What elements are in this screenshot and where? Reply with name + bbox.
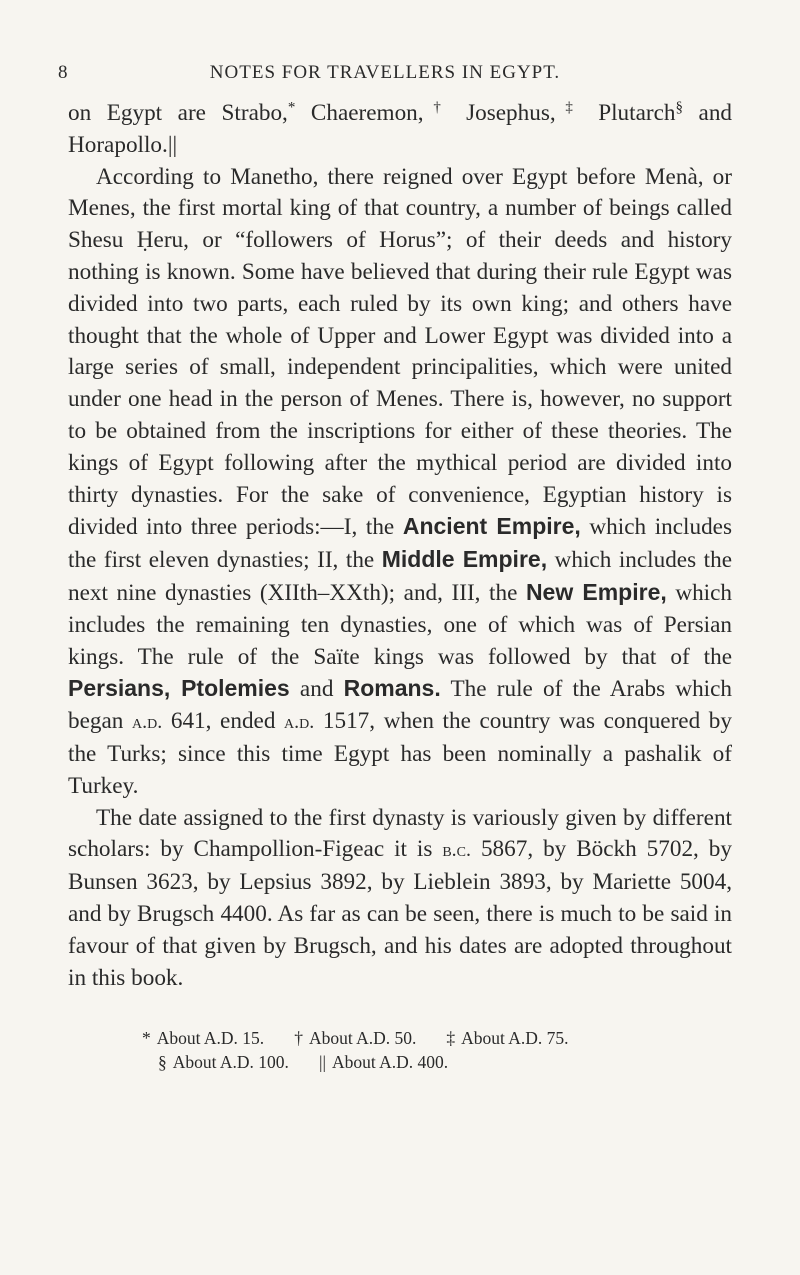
footnote	[319, 1050, 448, 1074]
emphasis-romans: Romans.	[343, 675, 441, 702]
footnote	[446, 1026, 568, 1050]
footnote-mark: ||	[318, 1052, 326, 1073]
footnote-text: About A.D. 15.	[156, 1028, 265, 1049]
emphasis-new-empire: New Empire,	[525, 578, 667, 605]
footnote	[158, 1050, 289, 1074]
footnote-ref: *	[287, 99, 296, 116]
footnote-mark: *	[142, 1028, 151, 1049]
text-run: Chaeremon,	[295, 100, 424, 126]
footnotes	[68, 1026, 732, 1074]
text-run: on Egypt are Strabo,	[68, 100, 288, 126]
text-run: which includes the next nine dynasties (XIIth–XXth); and, III, the	[68, 547, 732, 606]
emphasis-ancient-empire: Ancient Empire,	[402, 513, 581, 540]
footnote	[142, 1026, 264, 1050]
text-run: which includes the first eleven dynasties; II, the	[68, 514, 732, 574]
text-run: Plutarch	[582, 100, 676, 126]
small-caps-era: b.c.	[442, 839, 471, 862]
footnote-ref: ||	[167, 131, 178, 158]
footnote-text: About A.D. 75.	[461, 1028, 569, 1049]
footnote-text: About A.D. 400.	[331, 1052, 449, 1073]
text-run: 5867, by Böckh 5702, by Bunsen 3623, by Lepsius 3892, by Lieblein 3893, by Mariette 5004, and by Brugsch 4400. As far as can be seen, there is much to be said in favour of that given by Brugsch, and his dates are adopted throughout in this book.	[68, 836, 732, 991]
footnote-ref: §	[675, 99, 683, 116]
footnote-mark: §	[158, 1052, 167, 1073]
text-run: 641, ended	[162, 708, 285, 735]
text-run: Josephus,	[450, 100, 556, 126]
running-title: NOTES FOR TRAVELLERS IN EGYPT.	[209, 62, 561, 83]
footnote-text: About A.D. 50.	[308, 1028, 417, 1049]
footnote-ref: ‡	[555, 99, 583, 116]
emphasis-persians-ptolemies: Persians, Ptolemies	[68, 675, 290, 702]
small-caps-era: a.d.	[132, 711, 163, 734]
page-header: 8 NOTES FOR TRAVELLERS IN EGYPT.	[68, 62, 732, 84]
paragraph-1	[68, 98, 732, 162]
text-run: which includes the remaining ten dynasties, one of which was of Persian kings. The rule of the Saïte kings was followed by that of the	[68, 579, 733, 670]
text-run: The rule of the Arabs which began	[68, 676, 732, 735]
footnote-line-1	[68, 1026, 732, 1050]
text-run: The date assigned to the first dynasty is variously given by different scholars: by Champollion-Figeac it is	[68, 804, 732, 863]
footnote-text: About A.D. 100.	[172, 1052, 289, 1073]
text-run: and Horapollo.	[68, 100, 733, 158]
footnote-ref: †	[423, 99, 451, 116]
text-run: 1517, when the country was conquered by the Turks; since this time Egypt has been nominally a pashalik of Turkey.	[68, 708, 732, 799]
footnote	[294, 1026, 416, 1050]
paragraph-2	[68, 162, 732, 803]
small-caps-era: a.d.	[284, 711, 315, 734]
paragraph-3	[68, 803, 732, 995]
body-text	[68, 98, 732, 994]
text-run: According to Manetho, there reigned over Egypt before Menà, or Menes, the first mortal king of that country, a number of beings called Shesu Ḥeru, or “followers of Horus”; of their deeds and history nothing is known. Some have believed that during their rule Egypt was divided into two parts, each ruled by its own king; and others have thought that the whole of Upper and Lower Egypt was divided into a large series of small, independent principalities, which were united under one head in the person of Menes. There is, however, no support to be obtained from the inscriptions for either of these theories. The kings of Egypt following after the mythical period are divided into thirty dynasties. For the sake of convenience, Egyptian history is divided into three periods:—I, the	[68, 163, 732, 541]
footnote-line-2	[68, 1050, 732, 1074]
emphasis-middle-empire: Middle Empire,	[381, 546, 548, 573]
book-page	[58, 62, 733, 1074]
footnote-mark: †	[294, 1028, 303, 1049]
footnote-mark: ‡	[446, 1028, 456, 1049]
text-run: and	[289, 676, 344, 703]
